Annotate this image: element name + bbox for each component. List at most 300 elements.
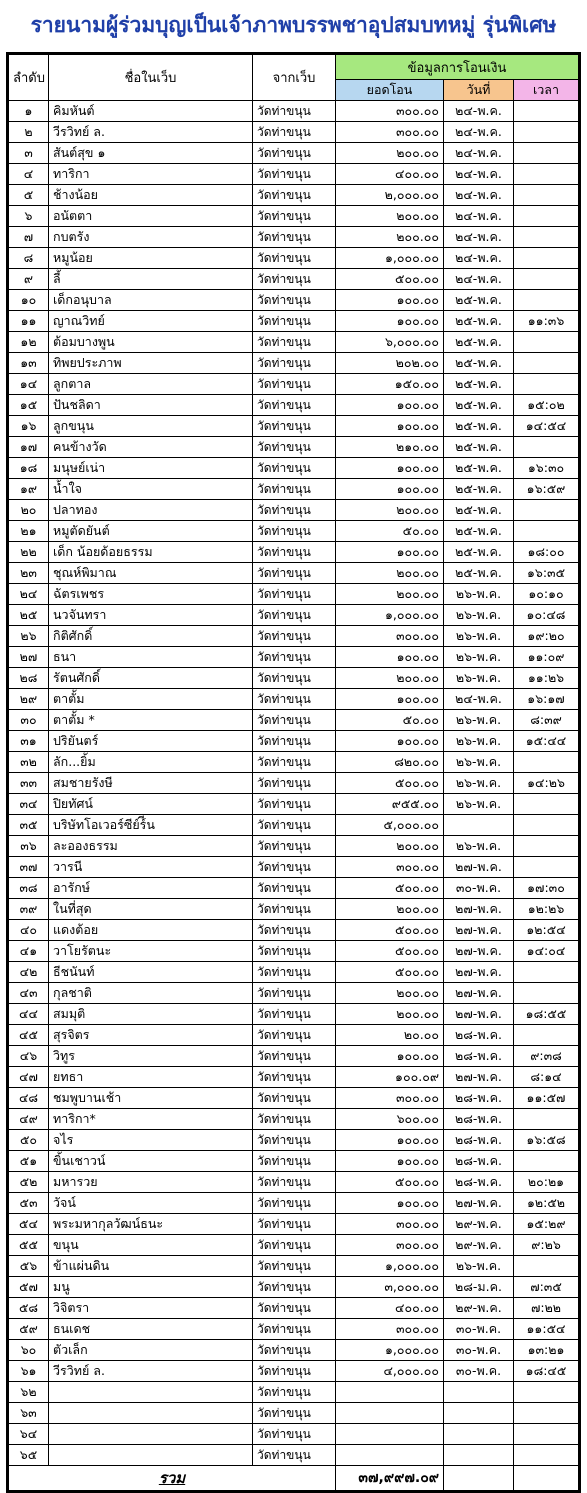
row-source: วัดท่าขนุน xyxy=(253,1004,336,1025)
row-name: อนัตตา xyxy=(49,206,253,227)
row-source: วัดท่าขนุน xyxy=(253,1298,336,1319)
header-transfer: ข้อมูลการโอนเงิน xyxy=(336,54,580,80)
row-source: วัดท่าขนุน xyxy=(253,584,336,605)
row-amount: ๑๐๐.๐๐ xyxy=(336,1151,444,1172)
row-no: ๓๕ xyxy=(8,815,49,836)
row-amount: ๓๐๐.๐๐ xyxy=(336,626,444,647)
row-time: ๑๕:๒๙ xyxy=(514,1214,580,1235)
row-amount: ๑๐๐.๐๐ xyxy=(336,1193,444,1214)
table-row xyxy=(8,185,580,206)
row-date: ๒๖-พ.ค. xyxy=(444,647,514,668)
row-amount: ๑๐๐.๐๐ xyxy=(336,1046,444,1067)
row-name: ธนา xyxy=(49,647,253,668)
row-date: ๒๙-พ.ค. xyxy=(444,1298,514,1319)
row-amount: ๕๐๐.๐๐ xyxy=(336,962,444,983)
row-date: ๒๖-พ.ค. xyxy=(444,752,514,773)
row-source: วัดท่าขนุน xyxy=(253,395,336,416)
row-time xyxy=(514,962,580,983)
row-no: ๖๔ xyxy=(8,1424,49,1445)
row-amount: ๒๐๐.๐๐ xyxy=(336,836,444,857)
row-no: ๒๗ xyxy=(8,647,49,668)
row-date xyxy=(444,1403,514,1424)
row-name: วารนี xyxy=(49,857,253,878)
row-source: วัดท่าขนุน xyxy=(253,206,336,227)
row-time xyxy=(514,1151,580,1172)
row-no: ๕๑ xyxy=(8,1151,49,1172)
row-time: ๒๐:๒๑ xyxy=(514,1172,580,1193)
row-no: ๕๐ xyxy=(8,1130,49,1151)
row-time xyxy=(514,1403,580,1424)
row-no: ๓๔ xyxy=(8,794,49,815)
row-amount xyxy=(336,1445,444,1466)
row-time xyxy=(514,332,580,353)
row-no: ๔๒ xyxy=(8,962,49,983)
header-amount: ยอดโอน xyxy=(336,80,444,101)
row-time: ๑๕:๔๔ xyxy=(514,731,580,752)
row-name: นวจันทรา xyxy=(49,605,253,626)
row-source: วัดท่าขนุน xyxy=(253,1424,336,1445)
row-name: วาโยรัตนะ xyxy=(49,941,253,962)
table-row xyxy=(8,773,580,794)
row-no: ๑๗ xyxy=(8,437,49,458)
row-time: ๑๘:๕๕ xyxy=(514,1004,580,1025)
row-amount: ๒,๐๐๐.๐๐ xyxy=(336,185,444,206)
row-amount: ๑๐๐.๐๐ xyxy=(336,689,444,710)
row-date: ๓๐-พ.ค. xyxy=(444,1319,514,1340)
row-name: ลูกตาล xyxy=(49,374,253,395)
row-time: ๑๑:๐๙ xyxy=(514,647,580,668)
row-source: วัดท่าขนุน xyxy=(253,1361,336,1382)
row-no: ๑๕ xyxy=(8,395,49,416)
row-amount: ๓๐๐.๐๐ xyxy=(336,1319,444,1340)
row-no: ๖ xyxy=(8,206,49,227)
table-row xyxy=(8,626,580,647)
row-source: วัดท่าขนุน xyxy=(253,290,336,311)
table-row xyxy=(8,395,580,416)
row-date xyxy=(444,1445,514,1466)
row-name xyxy=(49,1445,253,1466)
row-source: วัดท่าขนุน xyxy=(253,983,336,1004)
row-source: วัดท่าขนุน xyxy=(253,122,336,143)
row-date: ๒๔-พ.ค. xyxy=(444,101,514,122)
row-time xyxy=(514,1424,580,1445)
row-date: ๒๖-พ.ค. xyxy=(444,626,514,647)
table-row xyxy=(8,290,580,311)
row-amount: ๑๐๐.๐๐ xyxy=(336,542,444,563)
row-date: ๒๔-พ.ค. xyxy=(444,164,514,185)
row-date: ๒๘-พ.ค. xyxy=(444,1046,514,1067)
table-row xyxy=(8,1277,580,1298)
row-amount: ๒๐๐.๐๐ xyxy=(336,227,444,248)
row-time xyxy=(514,836,580,857)
row-no: ๔๑ xyxy=(8,941,49,962)
table-row xyxy=(8,941,580,962)
row-date: ๒๖-พ.ค. xyxy=(444,794,514,815)
row-time xyxy=(514,500,580,521)
row-amount: ๒๐๐.๐๐ xyxy=(336,584,444,605)
row-time: ๑๗:๓๐ xyxy=(514,878,580,899)
row-source: วัดท่าขนุน xyxy=(253,1256,336,1277)
table-row xyxy=(8,983,580,1004)
row-name: หมูตัดยันต์ xyxy=(49,521,253,542)
row-name: มนู xyxy=(49,1277,253,1298)
row-date: ๓๐-พ.ค. xyxy=(444,1361,514,1382)
row-amount: ๒๑๐.๐๐ xyxy=(336,437,444,458)
row-time: ๑๐:๑๐ xyxy=(514,584,580,605)
row-no: ๒ xyxy=(8,122,49,143)
row-time: ๘:๓๙ xyxy=(514,710,580,731)
row-time: ๑๔:๕๔ xyxy=(514,416,580,437)
row-amount: ๑๐๐.๐๐ xyxy=(336,416,444,437)
row-name: ทาริกา* xyxy=(49,1109,253,1130)
table-row xyxy=(8,1298,580,1319)
row-time: ๑๑:๒๖ xyxy=(514,668,580,689)
row-no: ๑ xyxy=(8,101,49,122)
table-row xyxy=(8,1235,580,1256)
row-amount xyxy=(336,1382,444,1403)
table-row xyxy=(8,605,580,626)
row-amount: ๑๐๐.๐๐ xyxy=(336,311,444,332)
row-no: ๖๒ xyxy=(8,1382,49,1403)
row-time: ๑๘:๔๕ xyxy=(514,1361,580,1382)
row-no: ๖๕ xyxy=(8,1445,49,1466)
row-name: กบตรัง xyxy=(49,227,253,248)
row-date: ๒๕-พ.ค. xyxy=(444,332,514,353)
row-amount: ๕๐๐.๐๐ xyxy=(336,269,444,290)
row-date: ๒๕-พ.ค. xyxy=(444,311,514,332)
row-amount: ๕๐.๐๐ xyxy=(336,521,444,542)
row-date: ๒๕-พ.ค. xyxy=(444,563,514,584)
row-amount: ๑๐๐.๐๐ xyxy=(336,647,444,668)
row-amount: ๙๕๕.๐๐ xyxy=(336,794,444,815)
row-name: แดงต้อย xyxy=(49,920,253,941)
row-time: ๑๑:๕๗ xyxy=(514,1088,580,1109)
row-date: ๓๐-พ.ค. xyxy=(444,1340,514,1361)
row-name: หมูน้อย xyxy=(49,248,253,269)
row-name: ธีชนันท์ xyxy=(49,962,253,983)
total-empty-date xyxy=(444,1466,514,1492)
table-row xyxy=(8,353,580,374)
row-no: ๒๕ xyxy=(8,605,49,626)
row-name: ปิยทัศน์ xyxy=(49,794,253,815)
row-name xyxy=(49,1403,253,1424)
row-source: วัดท่าขนุน xyxy=(253,563,336,584)
row-date: ๒๔-พ.ค. xyxy=(444,248,514,269)
row-time xyxy=(514,122,580,143)
row-time xyxy=(514,101,580,122)
row-no: ๕๙ xyxy=(8,1319,49,1340)
table-row xyxy=(8,668,580,689)
row-no: ๔๐ xyxy=(8,920,49,941)
row-date: ๒๖-พ.ค. xyxy=(444,668,514,689)
row-no: ๑๘ xyxy=(8,458,49,479)
row-name: วิทูร xyxy=(49,1046,253,1067)
row-no: ๒๐ xyxy=(8,500,49,521)
row-amount: ๓,๐๐๐.๐๐ xyxy=(336,1277,444,1298)
row-date: ๒๗-พ.ค. xyxy=(444,899,514,920)
table-row xyxy=(8,269,580,290)
row-amount: ๔๐๐.๐๐ xyxy=(336,164,444,185)
row-no: ๕๘ xyxy=(8,1298,49,1319)
table-row xyxy=(8,1067,580,1088)
row-source: วัดท่าขนุน xyxy=(253,1382,336,1403)
row-time xyxy=(514,983,580,1004)
row-source: วัดท่าขนุน xyxy=(253,458,336,479)
table-row xyxy=(8,101,580,122)
row-no: ๓๒ xyxy=(8,752,49,773)
table-row xyxy=(8,332,580,353)
row-name: คนข้างวัด xyxy=(49,437,253,458)
row-amount: ๕๐๐.๐๐ xyxy=(336,1172,444,1193)
row-amount: ๓๐๐.๐๐ xyxy=(336,122,444,143)
row-date: ๒๔-พ.ค. xyxy=(444,227,514,248)
row-name: วิจิตรา xyxy=(49,1298,253,1319)
row-time: ๑๖:๑๗ xyxy=(514,689,580,710)
row-name: ปลาทอง xyxy=(49,500,253,521)
table-row xyxy=(8,647,580,668)
header-date: วันที่ xyxy=(444,80,514,101)
row-amount: ๑๐๐.๐๐ xyxy=(336,458,444,479)
row-date: ๒๕-พ.ค. xyxy=(444,521,514,542)
row-date: ๒๕-พ.ค. xyxy=(444,542,514,563)
donor-table xyxy=(6,52,581,1493)
row-source: วัดท่าขนุน xyxy=(253,374,336,395)
row-amount: ๕,๐๐๐.๐๐ xyxy=(336,815,444,836)
row-date: ๒๖-พ.ค. xyxy=(444,1256,514,1277)
row-date: ๒๕-พ.ค. xyxy=(444,500,514,521)
row-source: วัดท่าขนุน xyxy=(253,143,336,164)
row-name: น้ำใจ xyxy=(49,479,253,500)
table-row xyxy=(8,227,580,248)
row-source: วัดท่าขนุน xyxy=(253,1319,336,1340)
row-time xyxy=(514,1109,580,1130)
row-date: ๒๘-ม.ค. xyxy=(444,1277,514,1298)
row-name: ตาตั้ม * xyxy=(49,710,253,731)
row-name: พระมหากุลวัฒน์ธนะ xyxy=(49,1214,253,1235)
row-name: ยทธา xyxy=(49,1067,253,1088)
table-row xyxy=(8,374,580,395)
row-no: ๓๓ xyxy=(8,773,49,794)
row-no: ๑๙ xyxy=(8,479,49,500)
row-date: ๓๐-พ.ค. xyxy=(444,878,514,899)
row-source: วัดท่าขนุน xyxy=(253,1277,336,1298)
header-source: จากเว็บ xyxy=(253,54,336,101)
table-row xyxy=(8,962,580,983)
table-row xyxy=(8,731,580,752)
table-row xyxy=(8,794,580,815)
row-name: รัตนศักดิ์ xyxy=(49,668,253,689)
row-no: ๓๑ xyxy=(8,731,49,752)
row-time xyxy=(514,521,580,542)
row-amount: ๒๐๐.๐๐ xyxy=(336,899,444,920)
row-no: ๔๗ xyxy=(8,1067,49,1088)
row-time xyxy=(514,857,580,878)
table-row xyxy=(8,458,580,479)
donor-sheet xyxy=(6,52,580,1493)
row-source: วัดท่าขนุน xyxy=(253,878,336,899)
row-no: ๑๖ xyxy=(8,416,49,437)
row-no: ๒๔ xyxy=(8,584,49,605)
row-name: ตาตั้ม xyxy=(49,689,253,710)
table-row xyxy=(8,1151,580,1172)
row-name: ลัก...ยิ้ม xyxy=(49,752,253,773)
row-amount: ๑,๐๐๐.๐๐ xyxy=(336,1256,444,1277)
row-no: ๕ xyxy=(8,185,49,206)
row-time xyxy=(514,248,580,269)
table-row xyxy=(8,164,580,185)
row-amount: ๑,๐๐๐.๐๐ xyxy=(336,1340,444,1361)
row-amount: ๔,๐๐๐.๐๐ xyxy=(336,1361,444,1382)
row-source: วัดท่าขนุน xyxy=(253,920,336,941)
row-source: วัดท่าขนุน xyxy=(253,311,336,332)
row-time xyxy=(514,164,580,185)
row-date: ๒๘-พ.ค. xyxy=(444,1172,514,1193)
row-date xyxy=(444,1382,514,1403)
row-date: ๒๘-พ.ค. xyxy=(444,1151,514,1172)
table-row xyxy=(8,1046,580,1067)
row-amount: ๓๐๐.๐๐ xyxy=(336,1214,444,1235)
row-no: ๒๖ xyxy=(8,626,49,647)
row-no: ๓๘ xyxy=(8,878,49,899)
table-row xyxy=(8,1025,580,1046)
row-amount: ๒๐๐.๐๐ xyxy=(336,206,444,227)
table-row xyxy=(8,584,580,605)
row-time: ๑๕:๐๒ xyxy=(514,395,580,416)
row-source: วัดท่าขนุน xyxy=(253,962,336,983)
row-time xyxy=(514,206,580,227)
row-name: สุรจิตร xyxy=(49,1025,253,1046)
row-name: ตัวเล็ก xyxy=(49,1340,253,1361)
row-time xyxy=(514,815,580,836)
row-date: ๒๗-พ.ค. xyxy=(444,1067,514,1088)
row-name: ลูกขนุน xyxy=(49,416,253,437)
row-time xyxy=(514,752,580,773)
row-date: ๒๗-พ.ค. xyxy=(444,857,514,878)
row-name: ทาริกา xyxy=(49,164,253,185)
row-amount: ๒๐๐.๐๐ xyxy=(336,983,444,1004)
row-name: สันต์สุข ๑ xyxy=(49,143,253,164)
row-name: ฉัตรเพชร xyxy=(49,584,253,605)
row-source: วัดท่าขนุน xyxy=(253,1193,336,1214)
row-no: ๗ xyxy=(8,227,49,248)
row-date: ๒๔-พ.ค. xyxy=(444,206,514,227)
total-row xyxy=(8,1466,580,1492)
row-time xyxy=(514,353,580,374)
table-row xyxy=(8,1109,580,1130)
row-source: วัดท่าขนุน xyxy=(253,1067,336,1088)
row-date: ๒๙-พ.ค. xyxy=(444,1235,514,1256)
row-amount: ๑๐๐.๐๐ xyxy=(336,731,444,752)
header-time: เวลา xyxy=(514,80,580,101)
row-time: ๑๒:๕๒ xyxy=(514,1193,580,1214)
row-amount: ๑๐๐.๐๐ xyxy=(336,1130,444,1151)
row-source: วัดท่าขนุน xyxy=(253,605,336,626)
row-time xyxy=(514,1445,580,1466)
table-row xyxy=(8,563,580,584)
row-no: ๒๓ xyxy=(8,563,49,584)
row-date: ๒๔-พ.ค. xyxy=(444,143,514,164)
row-amount: ๒๐๐.๐๐ xyxy=(336,143,444,164)
row-source: วัดท่าขนุน xyxy=(253,689,336,710)
table-row xyxy=(8,1172,580,1193)
row-no: ๔ xyxy=(8,164,49,185)
row-amount: ๖,๐๐๐.๐๐ xyxy=(336,332,444,353)
row-date: ๒๕-พ.ค. xyxy=(444,458,514,479)
row-date: ๒๗-พ.ค. xyxy=(444,983,514,1004)
row-name: สมชายรังษี xyxy=(49,773,253,794)
table-row xyxy=(8,857,580,878)
row-name: คิมหันต์ xyxy=(49,101,253,122)
row-date: ๒๖-พ.ค. xyxy=(444,710,514,731)
row-no: ๕๖ xyxy=(8,1256,49,1277)
table-row xyxy=(8,311,580,332)
row-name: ชุณห์พิมาณ xyxy=(49,563,253,584)
row-source: วัดท่าขนุน xyxy=(253,521,336,542)
row-date: ๒๘-พ.ค. xyxy=(444,1025,514,1046)
row-source: วัดท่าขนุน xyxy=(253,626,336,647)
row-no: ๓๐ xyxy=(8,710,49,731)
row-source: วัดท่าขนุน xyxy=(253,1214,336,1235)
row-time: ๑๐:๔๘ xyxy=(514,605,580,626)
table-row xyxy=(8,1214,580,1235)
table-row xyxy=(8,437,580,458)
row-name: บริษัทโอเวอร์ซีย์ร์ีน xyxy=(49,815,253,836)
row-no: ๑๑ xyxy=(8,311,49,332)
row-no: ๒๘ xyxy=(8,668,49,689)
table-header xyxy=(8,54,580,101)
row-amount: ๒๐.๐๐ xyxy=(336,1025,444,1046)
row-no: ๔๙ xyxy=(8,1109,49,1130)
row-amount: ๒๐๐.๐๐ xyxy=(336,563,444,584)
table-row xyxy=(8,1382,580,1403)
row-time: ๑๓:๒๑ xyxy=(514,1340,580,1361)
row-no: ๓ xyxy=(8,143,49,164)
table-row xyxy=(8,1403,580,1424)
table-row xyxy=(8,1256,580,1277)
row-name: เด็กอนุบาล xyxy=(49,290,253,311)
row-time: ๑๔:๒๖ xyxy=(514,773,580,794)
total-value: ๓๗,๙๙๗.๐๙ xyxy=(336,1466,444,1492)
table-row xyxy=(8,878,580,899)
table-row xyxy=(8,815,580,836)
row-time: ๙:๒๖ xyxy=(514,1235,580,1256)
row-source: วัดท่าขนุน xyxy=(253,185,336,206)
row-source: วัดท่าขนุน xyxy=(253,647,336,668)
row-amount: ๓๐๐.๐๐ xyxy=(336,101,444,122)
table-row xyxy=(8,479,580,500)
row-amount: ๑๕๐.๐๐ xyxy=(336,374,444,395)
row-name: มนุษย์เน่า xyxy=(49,458,253,479)
row-date xyxy=(444,1424,514,1445)
row-date: ๒๗-พ.ค. xyxy=(444,920,514,941)
row-source: วัดท่าขนุน xyxy=(253,1235,336,1256)
row-time: ๗:๓๕ xyxy=(514,1277,580,1298)
row-source: วัดท่าขนุน xyxy=(253,731,336,752)
row-no: ๕๕ xyxy=(8,1235,49,1256)
row-amount: ๒๐๐.๐๐ xyxy=(336,1004,444,1025)
table-row xyxy=(8,248,580,269)
row-time: ๑๖:๕๘ xyxy=(514,1130,580,1151)
row-time: ๘:๑๔ xyxy=(514,1067,580,1088)
total-empty-time xyxy=(514,1466,580,1492)
table-row xyxy=(8,752,580,773)
row-name: ธนเดช xyxy=(49,1319,253,1340)
row-source: วัดท่าขนุน xyxy=(253,899,336,920)
row-source: วัดท่าขนุน xyxy=(253,1445,336,1466)
row-name: ปริยันตร์ xyxy=(49,731,253,752)
table-row xyxy=(8,1004,580,1025)
row-amount: ๖๐๐.๐๐ xyxy=(336,1109,444,1130)
